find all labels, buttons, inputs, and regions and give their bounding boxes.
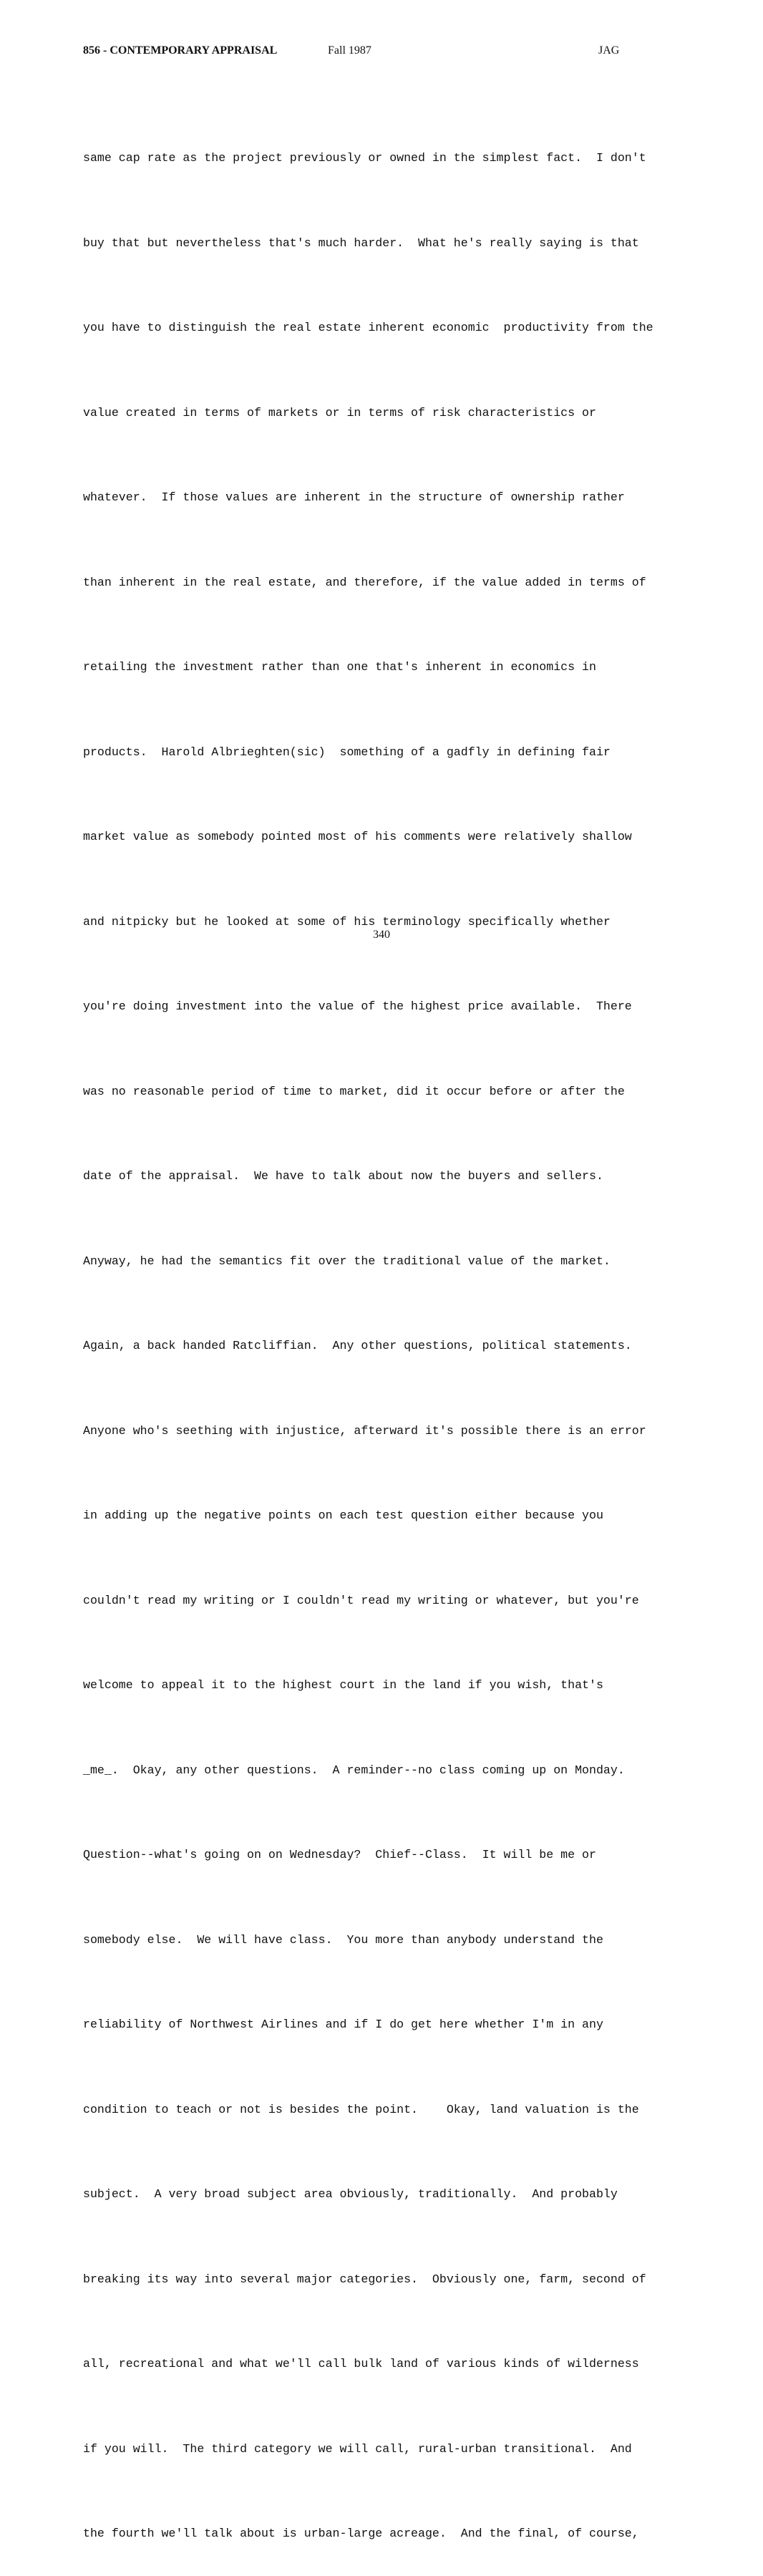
text-line: you have to distinguish the real estate inherent economic productivity from the	[83, 321, 653, 334]
text-line: Question--what's going on on Wednesday? Chief--Class. It will be me or	[83, 1848, 596, 1861]
term-label: Fall 1987	[328, 44, 371, 57]
page-number: 340	[373, 929, 390, 941]
text-line: same cap rate as the project previously or owned in the simplest fact. I don't	[83, 151, 646, 165]
text-line: than inherent in the real estate, and therefore, if the value added in terms of	[83, 575, 646, 589]
text-line: if you will. The third category we will call, rural-urban transitional. And	[83, 2441, 632, 2456]
text-line: whatever. If those values are inherent in the structure of ownership rather	[83, 490, 625, 504]
text-line: Again, a back handed Ratcliffian. Any other questions, political statements.	[83, 1339, 632, 1352]
text-line: the fourth we'll talk about is urban-large acreage. And the final, of course,	[83, 2527, 639, 2540]
text-line: in adding up the negative points on each test question either because you	[83, 1509, 603, 1522]
text-line: retailing the investment rather than one that's inherent in economics in	[83, 660, 596, 674]
author-initials: JAG	[598, 44, 620, 57]
text-line: Anyway, he had the semantics fit over the traditional value of the market.	[83, 1254, 611, 1268]
text-line: somebody else. We will have class. You more than anybody understand the	[83, 1932, 603, 1947]
course-title: 856 - CONTEMPORARY APPRAISAL	[83, 44, 278, 57]
text-line: you're doing investment into the value of the highest price available. There	[83, 999, 632, 1013]
text-line: date of the appraisal. We have to talk about now the buyers and sellers.	[83, 1169, 603, 1183]
text-line: buy that but nevertheless that's much harder. What he's really saying is that	[83, 236, 639, 250]
text-line: breaking its way into several major categories. Obviously one, farm, second of	[83, 2272, 646, 2286]
text-line: _me_. Okay, any other questions. A reminder--no class coming up on Monday.	[83, 1763, 625, 1777]
text-line: all, recreational and what we'll call bulk land of various kinds of wilderness	[83, 2357, 639, 2371]
text-line: value created in terms of markets or in terms of risk characteristics or	[83, 405, 596, 420]
text-line: condition to teach or not is besides the point. Okay, land valuation is the	[83, 2102, 639, 2116]
text-line: products. Harold Albrieghten(sic) something of a gadfly in defining fair	[83, 745, 611, 759]
text-line: Anyone who's seething with injustice, afterward it's possible there is an error	[83, 1423, 646, 1438]
text-line: reliability of Northwest Airlines and if I do get here whether I'm in any	[83, 2018, 603, 2031]
transcript-body	[83, 87, 727, 2576]
text-line: market value as somebody pointed most of his comments were relatively shallow	[83, 830, 632, 843]
text-line: subject. A very broad subject area obviously, traditionally. And probably	[83, 2187, 618, 2201]
text-line: and nitpicky but he looked at some of his terminology specifically whether	[83, 914, 611, 929]
text-line: couldn't read my writing or I couldn't read my writing or whatever, but you're	[83, 1593, 639, 1607]
text-line: welcome to appeal it to the highest court in the land if you wish, that's	[83, 1678, 603, 1692]
page-header	[0, 44, 763, 62]
text-line: was no reasonable period of time to market, did it occur before or after the	[83, 1084, 625, 1098]
